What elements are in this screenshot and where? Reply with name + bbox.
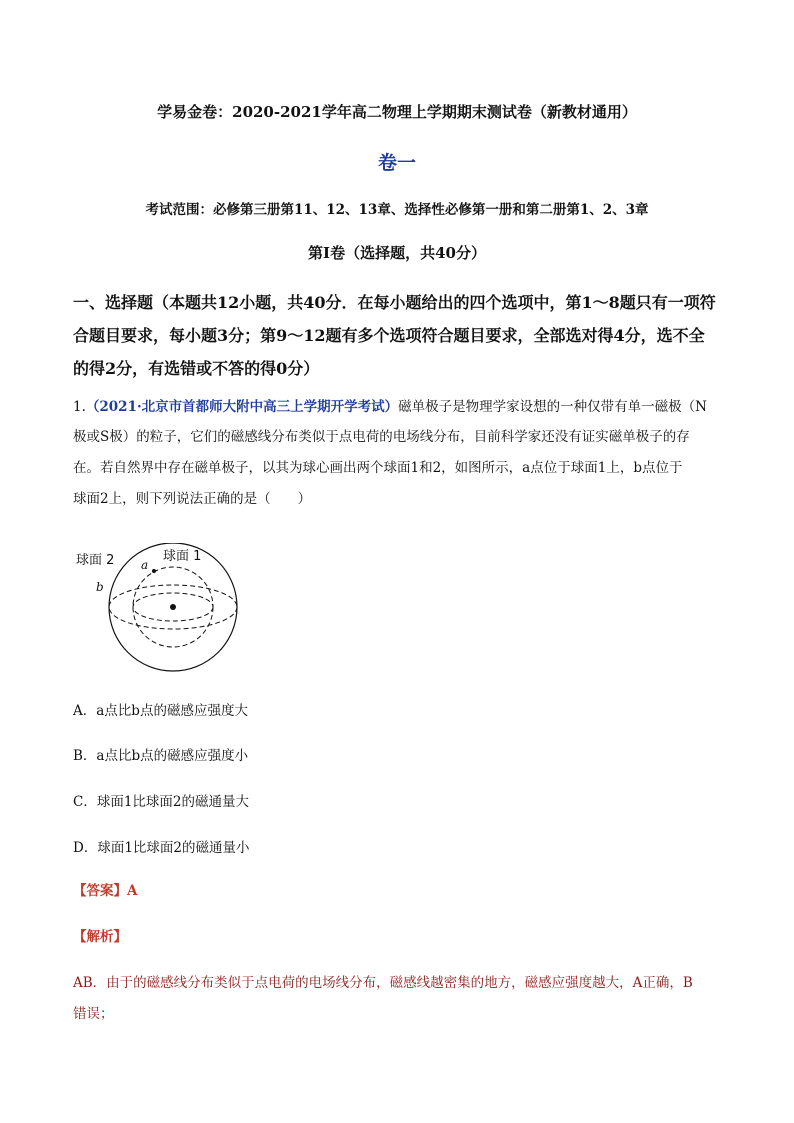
analysis-heading: 【解析】 [73, 929, 127, 945]
point-a-dot [152, 569, 156, 573]
exam-scope: 考试范围：必修第三册第11、12、13章、选择性必修第一册和第二册第1、2、3章 [145, 202, 649, 218]
label-point-a: a [141, 558, 149, 572]
question-source: （2021·北京市首都师大附中高三上学期开学考试） [85, 399, 399, 415]
paper-title: 学易金卷：2020-2021学年高二物理上学期期末测试卷（新教材通用） [157, 103, 637, 121]
question-1-line-4: 球面2上，则下列说法正确的是（ ） [73, 491, 312, 507]
label-sphere-2: 球面 2 [76, 553, 115, 568]
answer: 【答案】A [73, 883, 138, 899]
question-number: 1. [73, 399, 86, 415]
question-1-line-2: 极或S极）的粒子，它们的磁感线分布类似于点电荷的电场线分布，目前科学家还没有证实磁单极子的存 [73, 429, 690, 445]
section-instructions-line-3: 的得2分，有选错或不答的得0分） [73, 359, 320, 378]
paper-subtitle: 卷一 [377, 152, 416, 174]
option-c: C．球面1比球面2的磁通量大 [73, 794, 250, 810]
section-instructions-line-2: 合题目要求，每小题3分；第9～12题有多个选项符合题目要求，全部选对得4分，选不全 [73, 326, 705, 345]
part-heading: 第Ⅰ卷（选择题，共40分） [308, 244, 486, 262]
sphere-diagram [70, 543, 250, 673]
section-instructions-line-1: 一、选择题（本题共12小题，共40分．在每小题给出的四个选项中，第1～8题只有一项符 [73, 293, 716, 312]
analysis-line-1: AB．由于的磁感线分布类似于点电荷的电场线分布，磁感线越密集的地方，磁感应强度越大，A正确，B [73, 975, 693, 991]
analysis-line-2: 错误； [73, 1006, 114, 1022]
question-1-line-1 [73, 397, 707, 417]
option-a: A．a点比b点的磁感应强度大 [73, 703, 248, 719]
label-sphere-1: 球面 1 [163, 549, 202, 564]
question-1-line-3: 在。若自然界中存在磁单极子，以其为球心画出两个球面1和2，如图所示，a点位于球面1上，b点位于 [73, 460, 683, 476]
option-b: B．a点比b点的磁感应强度小 [73, 748, 249, 764]
question-text-start: 磁单极子是物理学家设想的一种仅带有单一磁极（N [398, 399, 707, 415]
label-point-b: b [96, 580, 104, 594]
monopole-center-dot [170, 604, 176, 610]
option-d: D．球面1比球面2的磁通量小 [73, 840, 250, 856]
